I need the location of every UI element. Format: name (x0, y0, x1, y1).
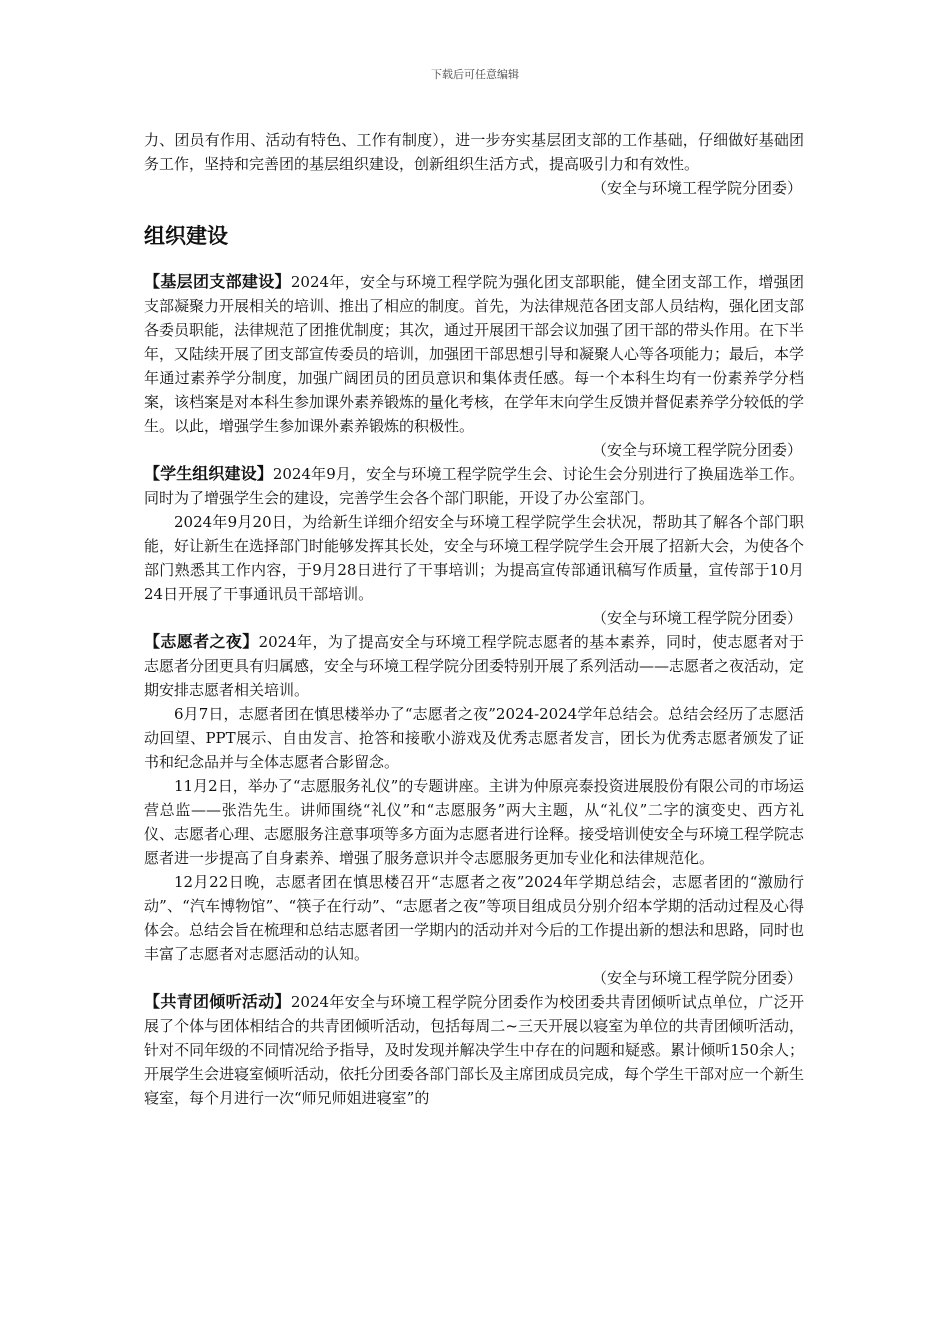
article-lead-paragraph (144, 630, 804, 702)
article-text: 2024年，安全与环境工程学院为强化团支部职能，健全团支部工作，增强团支部凝聚力开展相关的培训、推出了相应的制度。首先，为法律规范各团支部人员结构，强化团支部各委员职能，法律规范了团推优制度；其次，通过开展团干部会议加强了团干部的带头作用。在下半年，又陆续开展了团支部宣传委员的培训，加强团干部思想引导和凝聚人心等各项能力；最后，本学年通过素养学分制度，加强广阔团员的团员意识和集体责任感。每一个本科生均有一份素养学分档案，该档案是对本科生参加课外素养锻炼的量化考核，在学年末向学生反馈并督促素养学分较低的学生。以此，增强学生参加课外素养锻炼的积极性。 (144, 273, 805, 435)
article-paragraph: 6月7日，志愿者团在慎思楼举办了“志愿者之夜”2024-2024学年总结会。总结会经历了志愿活动回望、PPT展示、自由发言、抢答和接歌小游戏及优秀志愿者发言，团长为优秀志愿者颁发了证书和纪念品并与全体志愿者合影留念。 (144, 705, 804, 771)
article-paragraph: 12月22日晚，志愿者团在慎思楼召开“志愿者之夜”2024年学期总结会，志愿者团的“激励行动”、“汽车博物馆”、“筷子在行动”、“志愿者之夜”等项目组成员分别介绍本学期的活动过程及心得体会。总结会旨在梳理和总结志愿者团一学期内的活动并对今后的工作提出新的想法和思路，同时也丰富了志愿者对志愿活动的认知。 (144, 873, 805, 963)
article-lead-paragraph (144, 270, 804, 438)
article-tag: 【学生组织建设】 (144, 464, 273, 483)
article-source: （安全与环境工程学院分团委） (591, 609, 802, 627)
article-list (144, 270, 804, 1110)
document-body (144, 128, 804, 1110)
page-header: 下载后可任意编辑 (431, 68, 519, 81)
intro-source: （安全与环境工程学院分团委） (591, 179, 802, 197)
article-lead-paragraph (144, 462, 804, 510)
article-tag: 【基层团支部建设】 (144, 272, 291, 291)
article-tag: 【志愿者之夜】 (144, 632, 259, 651)
article-source: （安全与环境工程学院分团委） (591, 441, 802, 459)
section-title: 组织建设 (144, 224, 228, 248)
article-text: 2024年9月，安全与环境工程学院学生会、讨论生会分别进行了换届选举工作。同时为了增强学生会的建设，完善学生会各个部门职能，开设了办公室部门。 (144, 465, 804, 507)
article-text: 2024年安全与环境工程学院分团委作为校团委共青团倾听试点单位，广泛开展了个体与团体相结合的共青团倾听活动，包括每周二~三天开展以寝室为单位的共青团倾听活动，针对不同年级的不同情况给予指导，及时发现并解决学生中存在的问题和疑惑。累计倾听150余人；开展学生会进寝室倾听活动，依托分团委各部门部长及主席团成员完成，每个学生干部对应一个新生寝室，每个月进行一次“师兄师姐进寝室”的 (144, 993, 805, 1107)
article-source: （安全与环境工程学院分团委） (591, 969, 802, 987)
article-text: 2024年，为了提高安全与环境工程学院志愿者的基本素养，同时，使志愿者对于志愿者分团更具有归属感，安全与环境工程学院分团委特别开展了系列活动——志愿者之夜活动，定期安排志愿者相关培训。 (144, 633, 805, 699)
article-paragraph: 2024年9月20日，为给新生详细介绍安全与环境工程学院学生会状况，帮助其了解各个部门职能，好让新生在选择部门时能够发挥其长处，安全与环境工程学院学生会开展了招新大会，为使各个部门熟悉其工作内容，于9月28日进行了干事培训；为提高宣传部通讯稿写作质量，宣传部于10月24日开展了干事通讯员干部培训。 (144, 513, 805, 603)
article-lead-paragraph (144, 990, 804, 1110)
intro-paragraph: 力、团员有作用、活动有特色、工作有制度），进一步夯实基层团支部的工作基础，仔细做好基础团务工作，坚持和完善团的基层组织建设，创新组织生活方式，提高吸引力和有效性。 (144, 131, 804, 173)
article-paragraph: 11月2日，举办了“志愿服务礼仪”的专题讲座。主讲为仲原亮泰投资进展股份有限公司的市场运营总监——张浩先生。讲师围绕“礼仪”和“志愿服务”两大主题，从“礼仪”二字的演变史、西方礼仪、志愿者心理、志愿服务注意事项等多方面为志愿者进行诠释。接受培训使安全与环境工程学院志愿者进一步提高了自身素养、增强了服务意识并令志愿服务更加专业化和法律规范化。 (144, 777, 805, 867)
article-tag: 【共青团倾听活动】 (144, 992, 291, 1011)
